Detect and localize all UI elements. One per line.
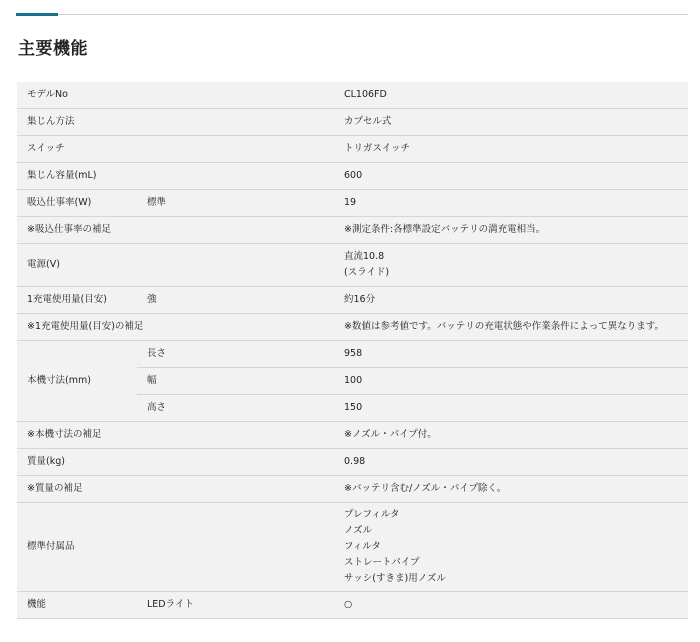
table-row-feature <box>17 592 688 619</box>
spec-label: 集じん容量(mL) <box>17 163 137 190</box>
table-row-runtime <box>17 287 688 314</box>
spec-label: 機能 <box>17 592 137 619</box>
spec-value: CL106FD <box>334 82 688 109</box>
table-row-dims-note <box>17 422 688 449</box>
spec-label: 集じん方法 <box>17 109 137 136</box>
spec-value: トリガスイッチ <box>334 136 688 163</box>
top-divider <box>0 0 700 16</box>
spec-sublabel: 幅 <box>137 368 334 395</box>
spec-value: ※ノズル・パイプ付。 <box>334 422 688 449</box>
spec-value: ※数値は参考値です。バッテリの充電状態や作業条件によって異なります。 <box>334 314 688 341</box>
spec-value: ○ <box>334 592 688 619</box>
spec-value: 600 <box>334 163 688 190</box>
spec-value: 約16分 <box>334 287 688 314</box>
table-row-dims-length <box>17 341 688 368</box>
table-row-accessories <box>17 503 688 592</box>
page-title: 主要機能 <box>18 39 88 59</box>
table-row-runtime-note <box>17 314 688 341</box>
accessory-item: プレフィルタ <box>344 509 400 520</box>
spec-sublabel: LEDライト <box>137 592 334 619</box>
accessory-item: ノズル <box>344 525 373 536</box>
table-row-mass <box>17 449 688 476</box>
spec-label: 吸込仕事率(W) <box>17 190 137 217</box>
spec-value: 150 <box>334 395 688 422</box>
spec-table <box>17 82 688 619</box>
spec-value: ※バッテリ含む/ノズル・パイプ除く。 <box>334 476 688 503</box>
table-row-capacity <box>17 163 688 190</box>
spec-label: スイッチ <box>17 136 137 163</box>
table-row-power-note <box>17 217 688 244</box>
table-row-method <box>17 109 688 136</box>
spec-label: ※本機寸法の補足 <box>17 422 334 449</box>
divider-accent <box>16 13 58 16</box>
spec-label: ※吸込仕事率の補足 <box>17 217 334 244</box>
spec-value: 100 <box>334 368 688 395</box>
accessory-item: ストレートパイプ <box>344 557 420 568</box>
table-row-source <box>17 244 688 287</box>
table-row-model <box>17 82 688 109</box>
divider-line <box>16 14 688 15</box>
spec-value-line: (スライド) <box>344 267 390 278</box>
table-row-power <box>17 190 688 217</box>
spec-value-line: 直流10.8 <box>344 251 385 262</box>
spec-value <box>334 244 688 287</box>
spec-value: ※測定条件:各標準設定バッテリの満充電相当。 <box>334 217 688 244</box>
accessory-item: サッシ(すきま)用ノズル <box>344 573 446 584</box>
table-row-switch <box>17 136 688 163</box>
spec-label: 1充電使用量(目安) <box>17 287 137 314</box>
table-row-mass-note <box>17 476 688 503</box>
spec-value: 958 <box>334 341 688 368</box>
spec-label: ※質量の補足 <box>17 476 334 503</box>
spec-value <box>334 503 688 592</box>
spec-label: 質量(kg) <box>17 449 137 476</box>
spec-value: 19 <box>334 190 688 217</box>
spec-sublabel: 高さ <box>137 395 334 422</box>
spec-sublabel: 標準 <box>137 190 334 217</box>
spec-label: 標準付属品 <box>17 503 137 592</box>
spec-sublabel: 強 <box>137 287 334 314</box>
spec-label: モデルNo <box>17 82 137 109</box>
spec-label: 電源(V) <box>17 244 137 287</box>
spec-value: カプセル式 <box>334 109 688 136</box>
accessory-item: フィルタ <box>344 541 381 552</box>
spec-label: 本機寸法(mm) <box>17 341 137 422</box>
spec-sublabel: 長さ <box>137 341 334 368</box>
spec-label: ※1充電使用量(目安)の補足 <box>17 314 334 341</box>
spec-value: 0.98 <box>334 449 688 476</box>
